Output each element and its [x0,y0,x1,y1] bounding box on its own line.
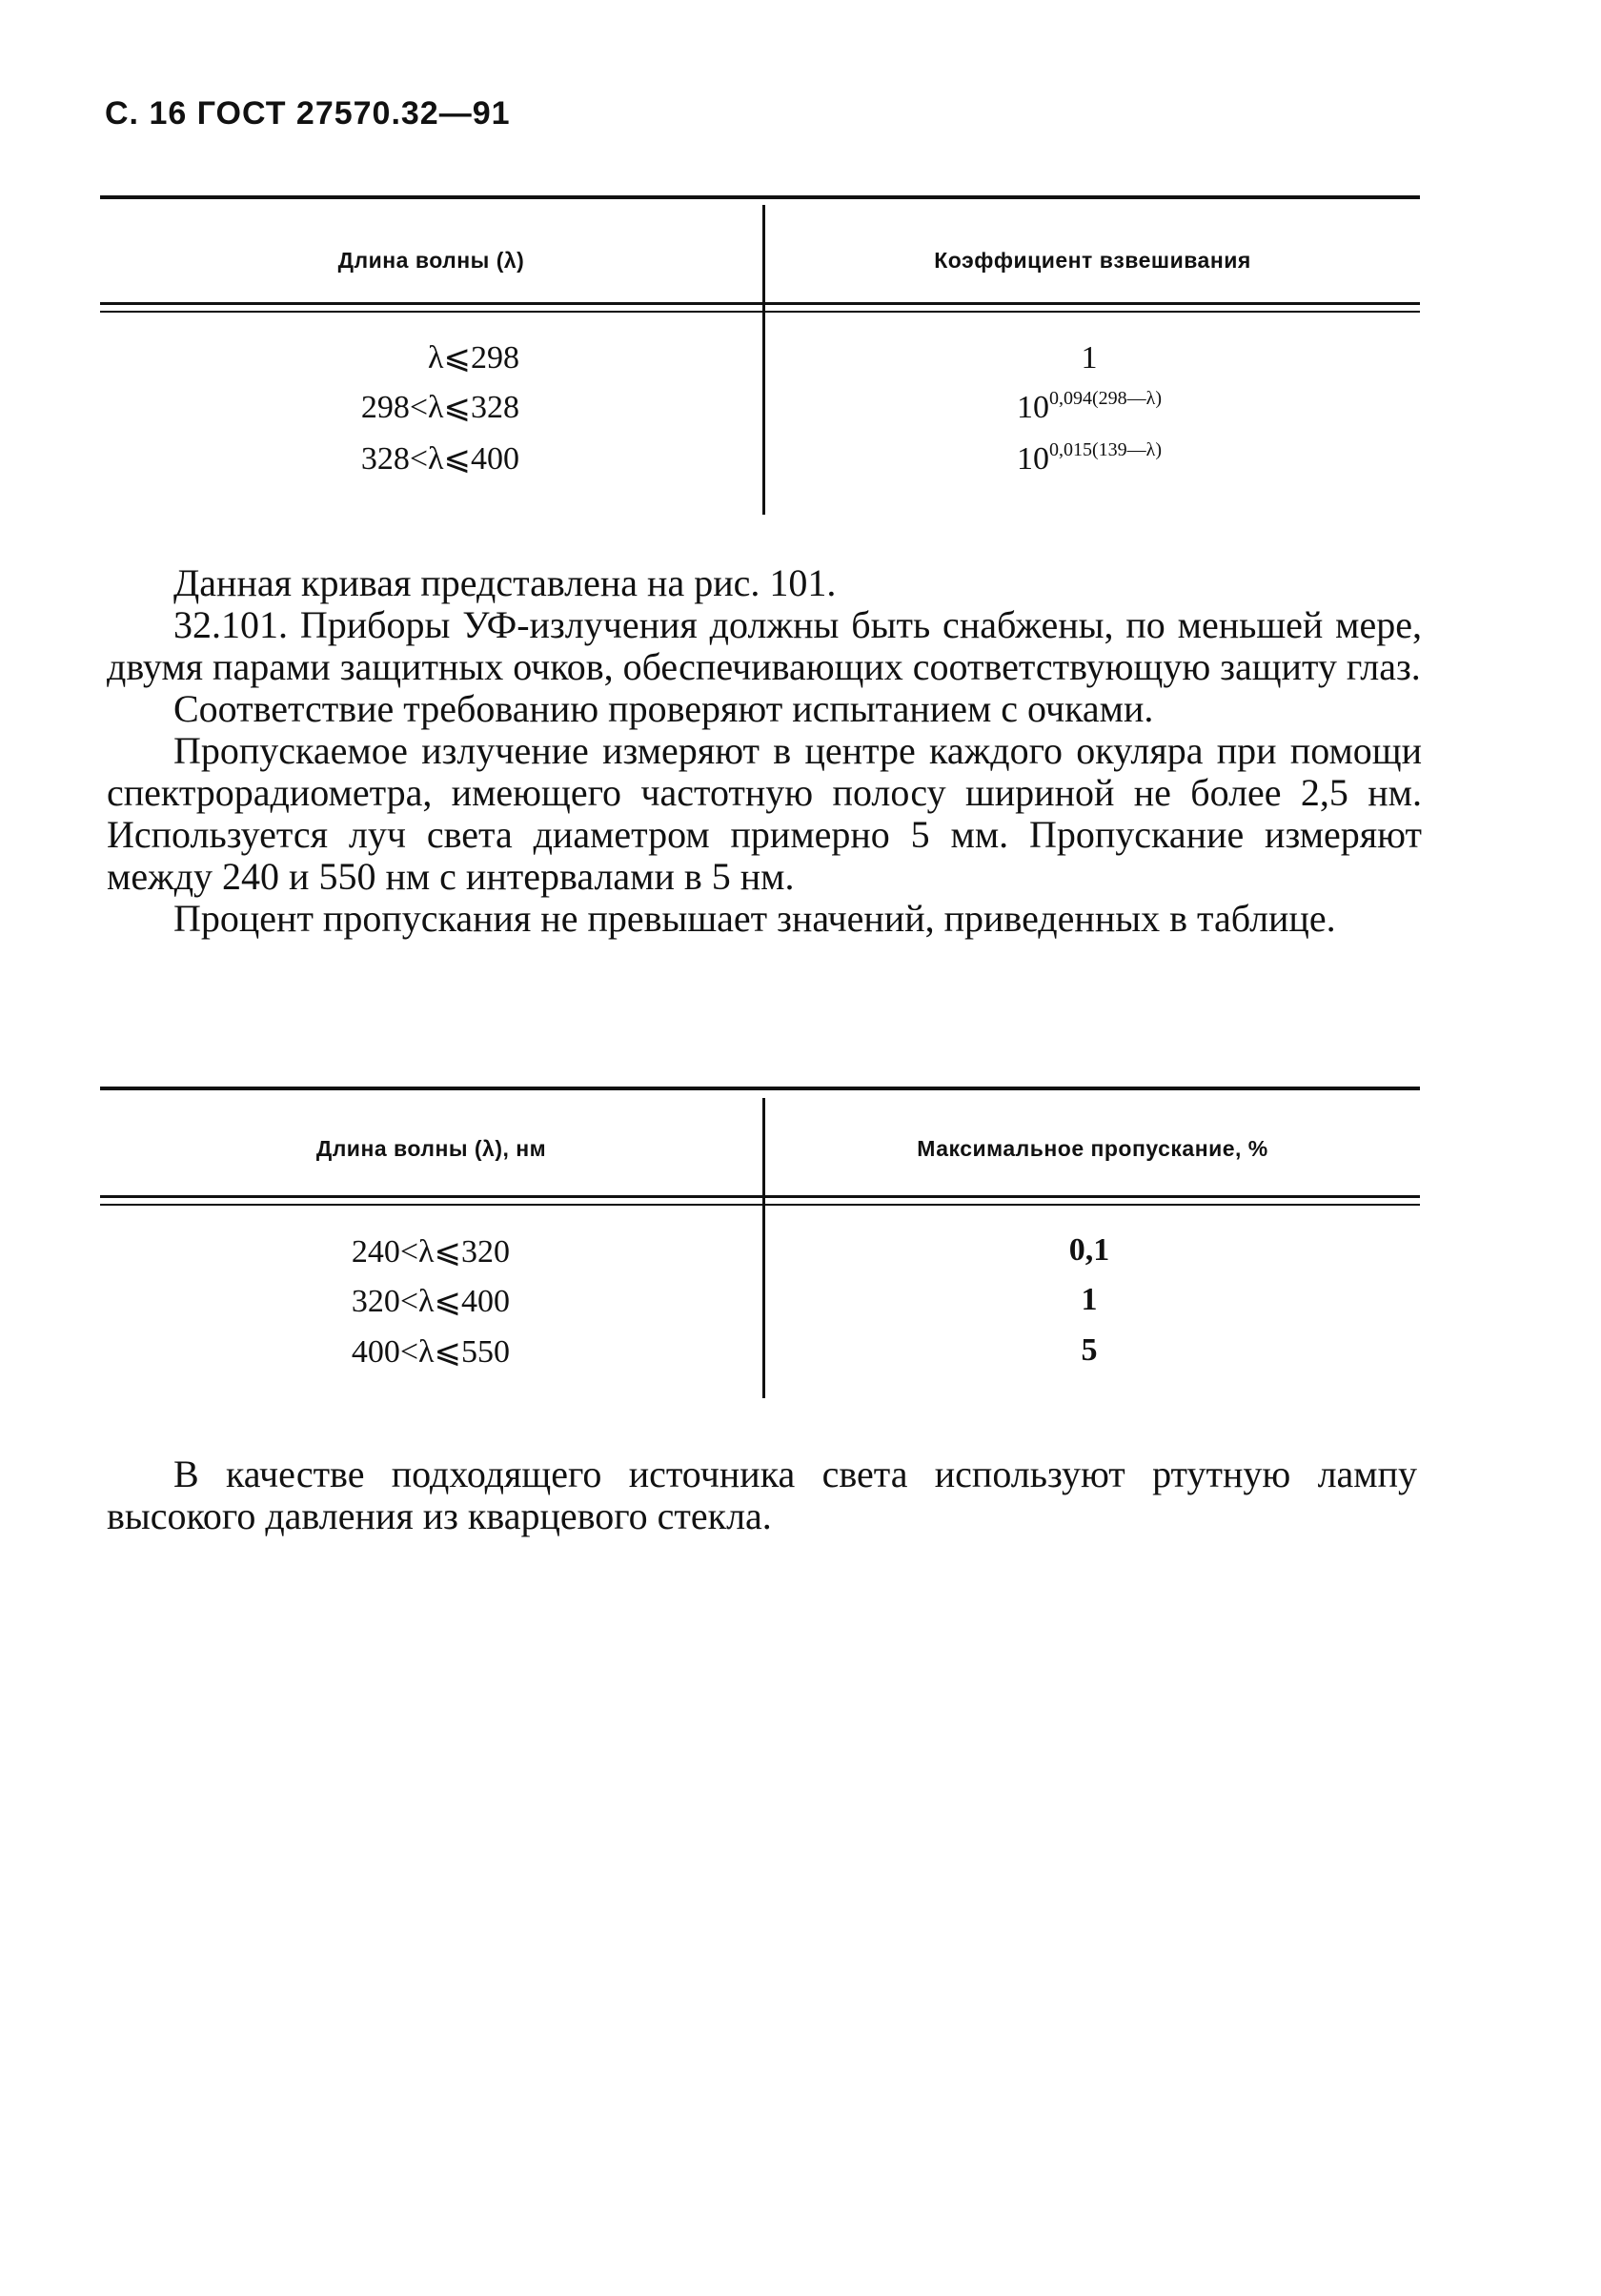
table-row-value: 5 [1081,1332,1098,1368]
coef-base: 10 [1016,390,1049,425]
header-rule [100,1195,1420,1206]
table-row-range: λ⩽298 [428,340,519,376]
table-row-range: 298<λ⩽328 [360,390,519,425]
body-text-2 [107,1453,1417,1537]
table-row-range: 328<λ⩽400 [360,441,519,477]
table-row-coefficient [765,439,1413,477]
coef-exponent: 0,094(298—λ) [1048,388,1163,409]
coef-base: 10 [1016,441,1049,477]
column-header-wavelength: Длина волны (λ), нм [315,1136,547,1161]
transmission-table [100,1087,1420,1411]
coef-exponent: 0,015(139—λ) [1048,439,1163,460]
weighting-table [100,195,1420,519]
column-header-max-transmission: Максимальное пропускание, % [917,1136,1268,1161]
table-row-value: 1 [1081,1282,1098,1317]
paragraph-figure-ref: Данная кривая представлена на рис. 101. [173,561,837,604]
table-row-value: 0,1 [1068,1232,1110,1268]
paragraph-percent: Процент пропускания не превышает значений, приведенных в таблице. [173,897,1336,940]
body-text-1 [107,562,1422,940]
table-row-coefficient [765,388,1413,426]
table-row-coefficient [765,338,1413,376]
paragraph-light-source: В качестве подходящего источника света используют ртутную лампу высокого давления из кварцевого стекла. [107,1453,1417,1537]
table-row-range: 320<λ⩽400 [351,1284,510,1319]
table-row-range: 240<λ⩽320 [351,1234,510,1270]
paragraph-compliance: Соответствие требованию проверяют испытанием с очками. [173,687,1154,730]
header-rule [100,302,1420,313]
paragraph-measurement: Пропускаемое излучение измеряют в центре каждого окуляра при помощи спектрорадиометра, имеющего частотную полосу шириной не более 2,5 нм. Используется луч света диаметром примерно 5 мм. Пропускание измеряют между 240 и 550 нм с интервалами в 5 нм. [107,729,1422,898]
column-header-coefficient: Коэффициент взвешивания [934,248,1251,273]
table-row-range: 400<λ⩽550 [351,1334,510,1370]
table-top-rule [100,1087,1420,1090]
coef-base: 1 [1081,340,1098,376]
page-header: С. 16 ГОСТ 27570.32—91 [105,95,511,132]
paragraph-32-101: 32.101. Приборы УФ-излучения должны быть снабжены, по меньшей мере, двумя парами защитных очков, обеспечивающих соответствующую защиту глаз. [107,603,1422,688]
column-header-wavelength: Длина волны (λ) [337,248,525,273]
table-top-rule [100,195,1420,199]
